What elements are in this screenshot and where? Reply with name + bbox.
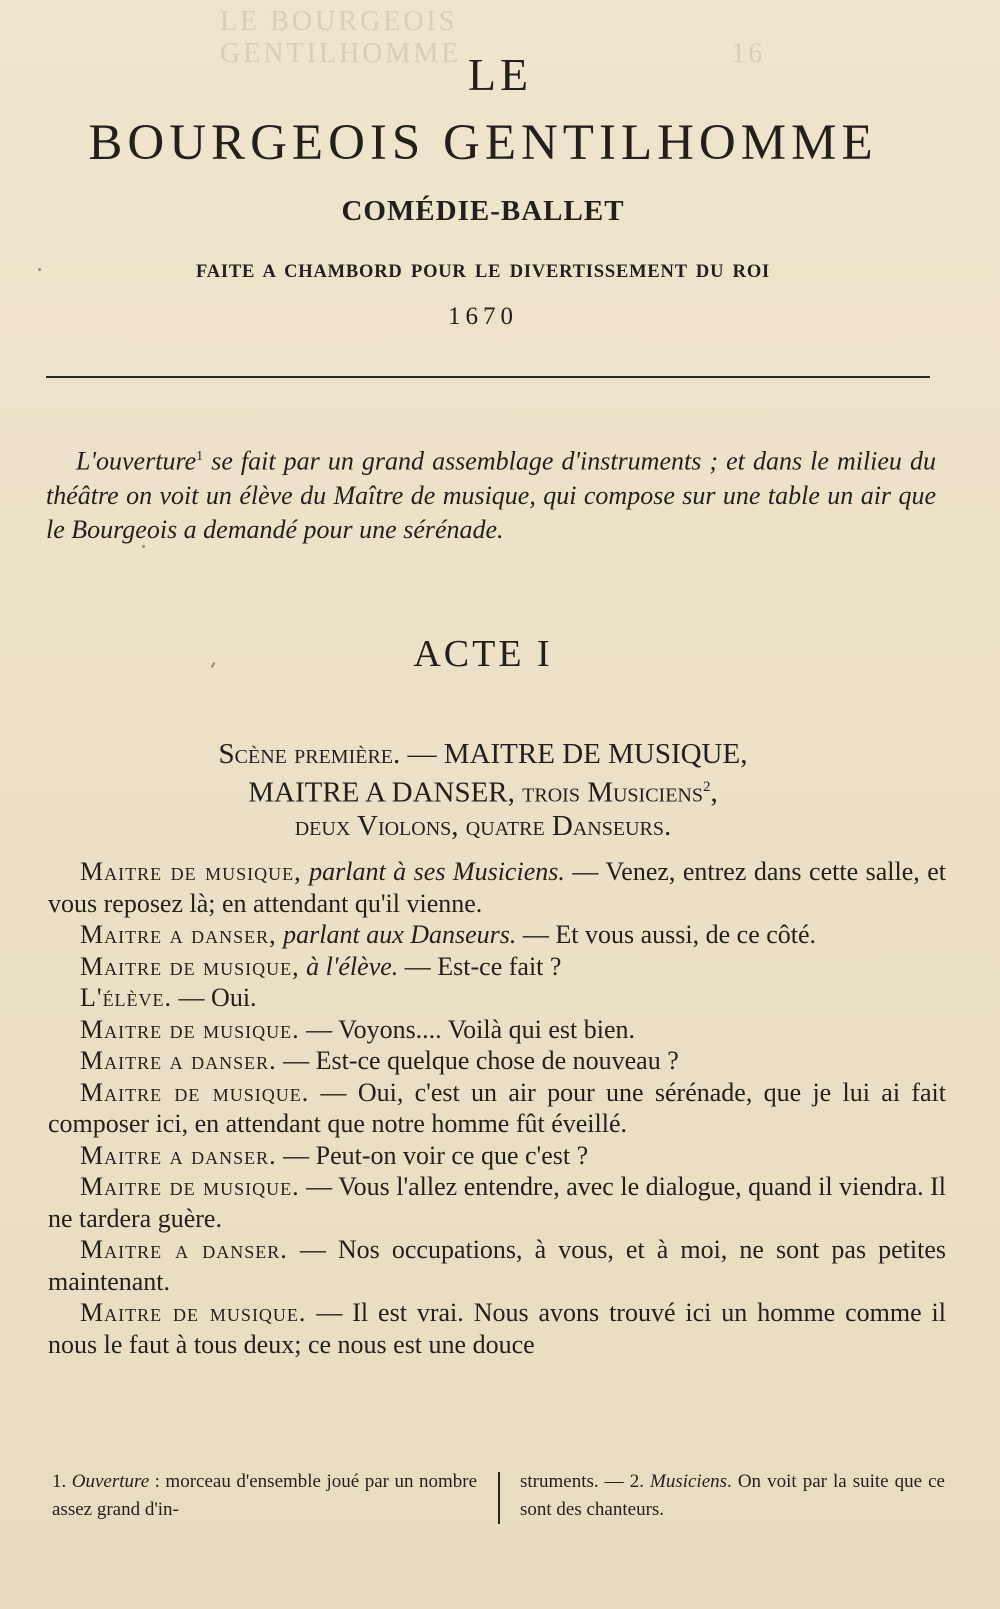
play-year: 1670 [448, 303, 518, 330]
dialogue-line [48, 1140, 946, 1172]
stage-direction: parlant aux Danseurs. [283, 920, 517, 949]
play-genre: COMÉDIE-BALLET [341, 195, 625, 227]
scene-line1: — MAITRE DE MUSIQUE, [400, 738, 748, 770]
dialogue [48, 856, 946, 1360]
dialogue-line [48, 1234, 946, 1297]
scene-heading [0, 738, 966, 843]
play-title: BOURGEOIS GENTILHOMME [88, 115, 878, 171]
speech: — Il est vrai. Nous avons trouvé ici un homme comme il nous le faut à tous deux; ce nous est une douce [48, 1298, 947, 1359]
paper-speck [38, 268, 41, 271]
speaker: Maitre de musique, [80, 951, 300, 981]
speaker: Maitre de musique. [80, 1014, 300, 1044]
speaker: Maitre a danser. [80, 1140, 277, 1170]
opening-stage-direction [46, 440, 936, 547]
footnotes [52, 1468, 950, 1528]
footnote-1-text: : morceau d'ensemble joué par un nombre assez grand d'in- [52, 1471, 477, 1520]
footnote-divider [498, 1472, 500, 1524]
footnote-ref-1: 1 [196, 449, 204, 464]
speaker: Maitre a danser, [80, 920, 277, 949]
speech: — Oui. [172, 983, 257, 1012]
footnote-1 [52, 1468, 477, 1524]
play-occasion: FAITE A CHAMBORD POUR LE DIVERTISSEMENT DU ROI [195, 262, 771, 282]
speech: — Est-ce fait ? [398, 951, 562, 981]
scene-line2-end: , [710, 776, 718, 809]
speaker: Maitre de musique. [80, 1298, 307, 1327]
speech: — Nos occupations, à vous, et à moi, ne sont pas petites maintenant. [48, 1235, 946, 1296]
speech: — Voyons.... Voilà qui est bien. [299, 1014, 635, 1044]
footnote-continued [520, 1468, 945, 1524]
dialogue-line [48, 1171, 946, 1234]
dialogue-line [48, 982, 946, 1014]
dialogue-line [48, 1297, 946, 1360]
scene-line3: deux Violons, quatre Danseurs. [294, 809, 672, 842]
opening-text: se fait par un grand assemblage d'instruments ; et dans le milieu du théâtre on voit un élève du Maître de musique, qui compose sur une table un air que le Bourgeois a demandé pour une sérénade. [46, 446, 936, 544]
footnote-1-number: 1. [52, 1471, 67, 1492]
scene-line2-b: trois Musiciens [522, 776, 703, 809]
scene-label: Scène première. [218, 738, 401, 770]
dialogue-line [48, 951, 946, 983]
speaker: Maitre de musique. [80, 1077, 310, 1107]
stage-direction: parlant à ses Musiciens. [309, 857, 565, 886]
footnote-2-term: Musiciens [650, 1471, 728, 1492]
dialogue-line [48, 1045, 946, 1077]
footnote-ref-2: 2 [703, 779, 711, 795]
dialogue-line [48, 1077, 946, 1140]
running-head-showthrough: LE BOURGEOIS GENTILHOMME 16 [220, 6, 766, 69]
speaker: L'élève. [80, 983, 173, 1012]
act-title: ACTE I [413, 633, 553, 675]
footnote-1-term: Ouverture [71, 1471, 150, 1492]
speech: — Venez, entrez dans cette salle, et vous reposez là; en attendant qu'il vienne. [48, 857, 947, 918]
speaker: Maitre de musique. [80, 1172, 300, 1201]
speaker: Maitre de musique, [80, 857, 302, 886]
speech: — Oui, c'est un air pour une sérénade, que je lui ai fait composer ici, en attendant que notre homme fût éveillé. [48, 1077, 946, 1138]
footnote-2-text: . On voit par la suite que ce sont des chanteurs. [520, 1471, 945, 1520]
dialogue-line [48, 1014, 946, 1046]
speech: — Est-ce quelque chose de nouveau ? [276, 1046, 679, 1075]
speech: — Et vous aussi, de ce côté. [516, 920, 817, 949]
title-rule [46, 376, 930, 378]
speech: — Vous l'allez entendre, avec le dialogue, quand il viendra. Il ne tardera guère. [48, 1172, 946, 1233]
speaker: Maitre a danser. [80, 1235, 288, 1264]
paper-speck [142, 545, 145, 548]
dialogue-line [48, 856, 946, 919]
speaker: Maitre a danser. [80, 1046, 277, 1075]
stage-direction: à l'élève. [306, 951, 399, 981]
scene-line2-a: MAITRE A DANSER, [248, 776, 523, 809]
speech: — Peut-on voir ce que c'est ? [276, 1140, 589, 1170]
dialogue-line [48, 919, 946, 951]
footnote-continued-text: struments. — 2. [520, 1471, 650, 1492]
opening-word: L'ouverture [76, 446, 197, 476]
title-article: LE [467, 49, 533, 100]
